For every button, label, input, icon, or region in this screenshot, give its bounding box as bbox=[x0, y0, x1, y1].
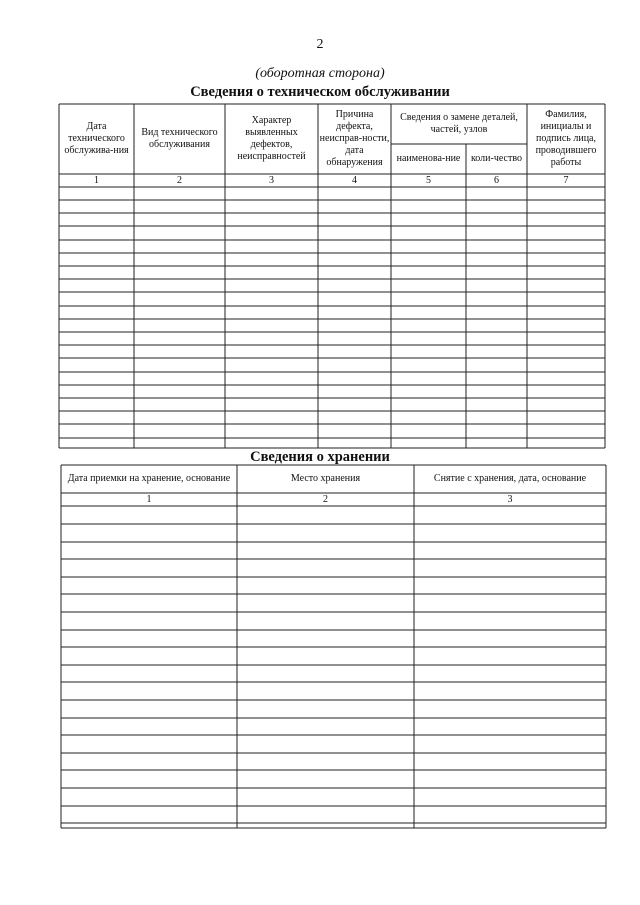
col-number: 7 bbox=[563, 175, 569, 186]
col-part-name: наименова-ние bbox=[396, 153, 461, 164]
col-number: 3 bbox=[269, 175, 274, 186]
storage-title: Сведения о хранении bbox=[250, 449, 390, 465]
col-group-replacement: Сведения о замене деталей, частей, узлов bbox=[400, 112, 518, 135]
col-number: 5 bbox=[426, 175, 431, 186]
col-number: 2 bbox=[323, 494, 328, 505]
col-maintenance-type: Вид технического обслуживания bbox=[141, 127, 218, 150]
col-quantity: коли-чество bbox=[470, 153, 523, 164]
col-number: 1 bbox=[146, 494, 152, 505]
page-number: 2 bbox=[316, 37, 324, 52]
col-number: 2 bbox=[177, 175, 182, 186]
reverse-side-caption: (оборотная сторона) bbox=[255, 66, 385, 81]
col-storage-removal: Снятие с хранения, дата, основание bbox=[433, 473, 587, 484]
col-responsible-person: Фамилия, инициалы и подпись лица, проводившего работы bbox=[535, 109, 597, 168]
col-number: 6 bbox=[494, 175, 499, 186]
maintenance-title: Сведения о техническом обслуживании bbox=[190, 84, 450, 100]
col-number: 1 bbox=[94, 175, 99, 186]
col-storage-place: Место хранения bbox=[290, 473, 361, 484]
col-number: 4 bbox=[352, 175, 357, 186]
col-maintenance-date: Дата технического обслужива-ния bbox=[64, 121, 129, 156]
col-defect-cause: Причина дефекта, неисправ-ности, дата обнаружения bbox=[319, 109, 390, 168]
col-storage-accept-date: Дата приемки на хранение, основание bbox=[67, 473, 231, 484]
col-number: 3 bbox=[507, 494, 513, 505]
col-defect-nature: Характер выявленных дефектов, неисправностей bbox=[237, 115, 306, 162]
